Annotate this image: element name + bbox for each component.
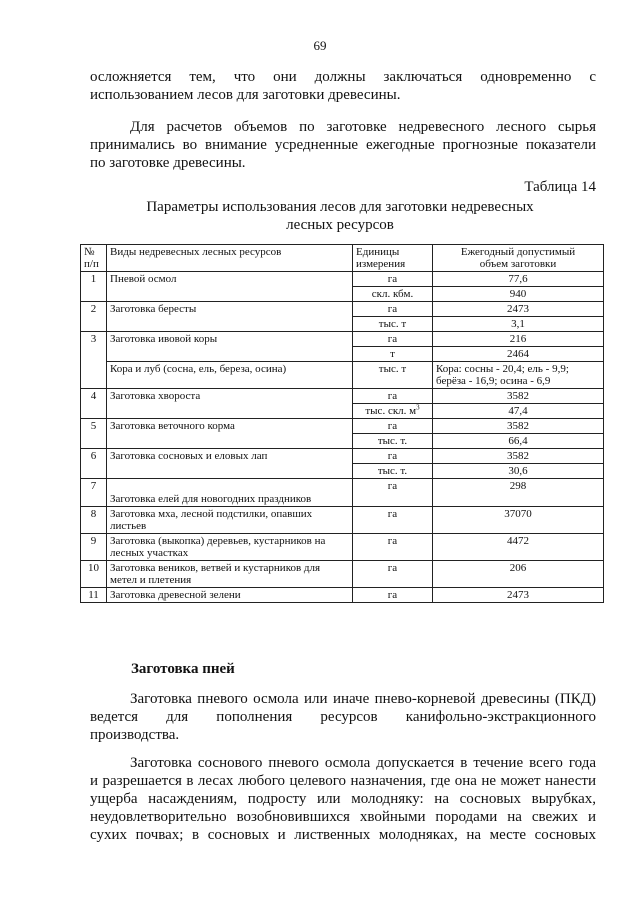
section-title: Заготовка пней	[131, 661, 235, 677]
text-line: принимались во внимание усредненные ежегодные прогнозные показатели	[90, 137, 596, 153]
row-value: 3,1	[433, 317, 604, 332]
row-number: 8	[81, 507, 107, 534]
table-row	[81, 449, 604, 464]
row-unit: га	[353, 332, 433, 347]
header-annual-volume	[433, 245, 604, 272]
resources-table	[80, 244, 604, 603]
row-unit: тыс. т	[353, 362, 433, 389]
table-row	[81, 302, 604, 317]
row-unit: тыс. т	[353, 317, 433, 332]
table-row	[81, 534, 604, 561]
row-resource: Заготовка мха, лесной подстилки, опавших листьев	[107, 507, 353, 534]
header-text: Единицы	[356, 246, 400, 258]
row-resource: Заготовка (выкопка) деревьев, кустарников на лесных участках	[107, 534, 353, 561]
table-title-line: лесных ресурсов	[286, 217, 394, 233]
table-row	[81, 332, 604, 347]
header-text: п/п	[84, 258, 99, 270]
row-value: 3582	[433, 449, 604, 464]
table-row	[81, 389, 604, 404]
text-line: по заготовке древесины.	[90, 155, 246, 171]
row-resource: Кора и луб (сосна, ель, береза, осина)	[107, 362, 353, 389]
row-unit: т	[353, 347, 433, 362]
row-value: 30,6	[433, 464, 604, 479]
row-value: 3582	[433, 419, 604, 434]
text-line: сухих почвах; в сосновых и лиственных молодняках, на месте сосновых	[90, 827, 596, 843]
row-unit: га	[353, 389, 433, 404]
row-resource: Заготовка сосновых и еловых лап	[107, 449, 353, 479]
table-row	[81, 272, 604, 287]
row-number: 1	[81, 272, 107, 302]
row-unit: га	[353, 561, 433, 588]
header-number	[81, 245, 107, 272]
text-line: и разрешается в лесах любого целевого назначения, где она не может нанести	[90, 773, 596, 789]
page-number: 69	[313, 38, 327, 53]
table-row	[81, 419, 604, 434]
row-unit: га	[353, 534, 433, 561]
row-unit: га	[353, 272, 433, 287]
text-line: осложняется тем, что они должны заключаться одновременно с	[90, 69, 596, 85]
row-number: 9	[81, 534, 107, 561]
row-value: 66,4	[433, 434, 604, 449]
row-resource: Заготовка хвороста	[107, 389, 353, 419]
row-value: 3582	[433, 389, 604, 404]
row-unit: га	[353, 419, 433, 434]
row-unit	[353, 404, 433, 419]
row-number: 6	[81, 449, 107, 479]
row-unit: га	[353, 507, 433, 534]
row-value: 2473	[433, 302, 604, 317]
row-number: 2	[81, 302, 107, 332]
header-resource-type: Виды недревесных лесных ресурсов	[107, 245, 353, 272]
row-value: 47,4	[433, 404, 604, 419]
row-number: 11	[81, 588, 107, 603]
calculation-paragraph	[90, 118, 596, 172]
header-text: измерения	[356, 258, 406, 270]
text-line: неудовлетворительно возобновившихся хвойными породами на свежих и	[90, 809, 596, 825]
table-row	[81, 479, 604, 507]
row-value: Кора: сосны - 20,4; ель - 9,9; берёза - 16,9; осина - 6,9	[433, 362, 604, 389]
row-value: 940	[433, 287, 604, 302]
row-unit: га	[353, 449, 433, 464]
row-number: 7	[81, 479, 107, 507]
row-unit: тыс. т.	[353, 464, 433, 479]
row-value: 37070	[433, 507, 604, 534]
table-row	[81, 561, 604, 588]
row-number: 5	[81, 419, 107, 449]
table-row	[81, 588, 604, 603]
text-line: использованием лесов для заготовки древесины.	[90, 87, 401, 103]
text-line: ведется для пополнения ресурсов канифольно-экстракционного	[90, 709, 596, 725]
row-unit: га	[353, 588, 433, 603]
pkd-paragraph	[90, 690, 596, 744]
row-number: 4	[81, 389, 107, 419]
row-value: 298	[433, 479, 604, 507]
header-text: объем заготовки	[479, 258, 557, 270]
unit-superscript: 3	[416, 403, 420, 412]
row-unit: га	[353, 302, 433, 317]
row-resource: Заготовка древесной зелени	[107, 588, 353, 603]
intro-paragraph	[90, 68, 596, 104]
table-label: Таблица 14	[524, 179, 596, 195]
row-value: 4472	[433, 534, 604, 561]
text-line: ущерба насаждениям, подросту или молодняку: на сосновых вырубках,	[90, 791, 596, 807]
unit-text: тыс. скл. м	[365, 405, 417, 417]
row-unit: тыс. т.	[353, 434, 433, 449]
table-header-row	[81, 245, 604, 272]
text-line: Заготовка пневого осмола или иначе пнево-корневой древесины (ПКД)	[130, 691, 596, 707]
row-value: 2464	[433, 347, 604, 362]
text-line: производства.	[90, 727, 180, 743]
header-text: Ежегодный допустимый	[460, 246, 576, 258]
pine-resin-paragraph	[90, 754, 596, 844]
row-number: 3	[81, 332, 107, 389]
row-value: 2473	[433, 588, 604, 603]
header-unit	[353, 245, 433, 272]
row-resource: Пневой осмол	[107, 272, 353, 302]
row-resource: Заготовка ивовой коры	[107, 332, 353, 362]
row-value: 216	[433, 332, 604, 347]
row-unit: скл. кбм.	[353, 287, 433, 302]
row-resource: Заготовка бересты	[107, 302, 353, 332]
table-title-line: Параметры использования лесов для заготовки недревесных	[146, 199, 534, 215]
row-resource: Заготовка елей для новогодних праздников	[107, 479, 353, 507]
table-row	[81, 507, 604, 534]
text-line: Заготовка соснового пневого осмола допускается в течение всего года	[130, 755, 596, 771]
row-value: 206	[433, 561, 604, 588]
row-resource: Заготовка веников, ветвей и кустарников для метел и плетения	[107, 561, 353, 588]
row-value: 77,6	[433, 272, 604, 287]
row-resource: Заготовка веточного корма	[107, 419, 353, 449]
table-title	[80, 198, 600, 234]
table-row	[81, 362, 604, 389]
row-number: 10	[81, 561, 107, 588]
header-text: №	[84, 246, 95, 258]
row-unit: га	[353, 479, 433, 507]
text-line: Для расчетов объемов по заготовке недревесного лесного сырья	[130, 119, 596, 135]
